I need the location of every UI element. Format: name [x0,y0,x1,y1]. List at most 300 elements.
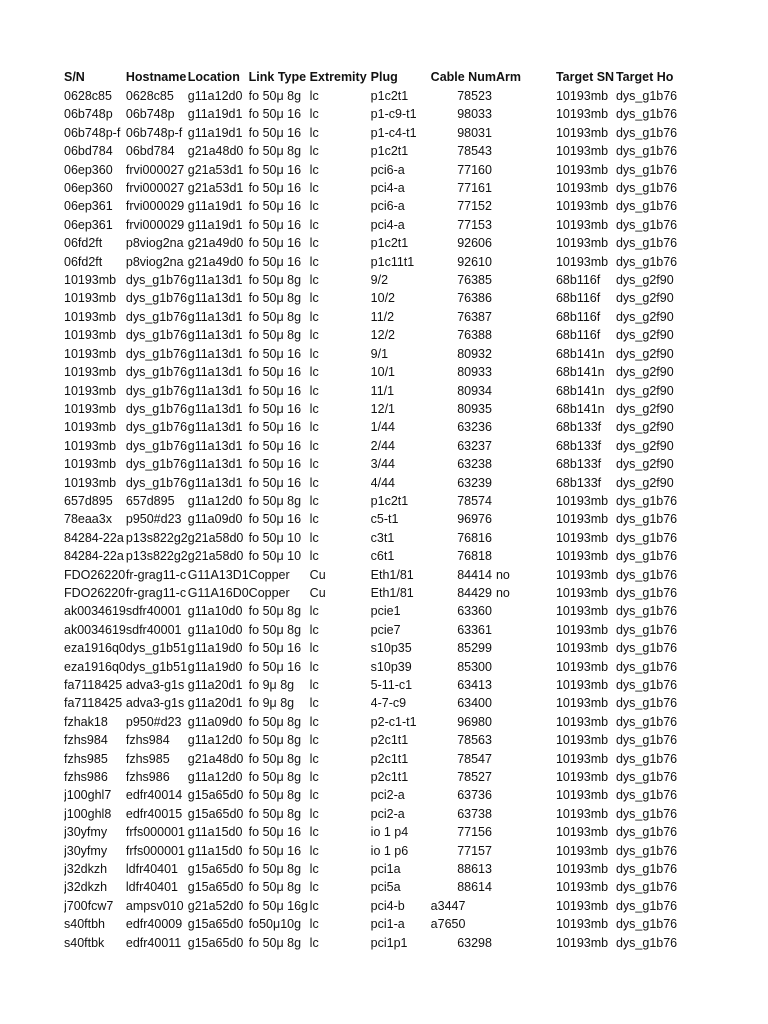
target-host-cell[interactable]: dys_g2f90 [615,475,674,490]
link-type-cell[interactable]: fo 50μ 16 [248,438,302,453]
target-sn-cell[interactable]: 10193mb [555,751,609,766]
location-cell[interactable]: g21a53d1 [187,181,244,196]
cable-num-cell[interactable]: 63239 [457,475,492,490]
arm-cell[interactable] [496,860,556,878]
extremity-cell[interactable]: lc [309,144,319,159]
header-arm[interactable]: Arm [495,70,521,84]
link-type-cell[interactable]: fo 50μ 10 [248,530,302,545]
location-cell[interactable]: g11a19d1 [187,107,243,122]
plug-cell[interactable]: 11/1 [370,383,395,398]
cable-num-cell[interactable]: 84414 [457,567,492,582]
cable-num-cell[interactable]: 78563 [457,733,492,748]
target-host-cell[interactable]: dys_g1b76 [615,751,678,766]
hostname-cell[interactable]: ampsv010 [125,898,184,913]
link-type-cell[interactable]: fo 50μ 8g [248,714,302,729]
link-type-cell[interactable]: Copper [248,585,290,600]
link-type-cell[interactable]: fo 50μ 16 [248,475,302,490]
target-sn-cell[interactable]: 10193mb [555,898,609,913]
arm-cell[interactable] [496,455,556,473]
hostname-cell[interactable]: sdfr40001 [125,604,182,619]
sn-cell[interactable]: 06ep361 [64,199,113,214]
plug-cell[interactable]: 4/44 [370,475,396,490]
link-type-cell[interactable]: fo 50μ 16 [248,365,302,380]
cable-num-cell[interactable]: 77156 [457,825,492,840]
target-host-cell[interactable]: dys_g1b76 [615,880,678,895]
plug-cell[interactable]: pci5a [370,880,401,895]
header-target-sn[interactable]: Target SN [555,70,615,84]
plug-cell[interactable]: 12/1 [370,401,396,416]
location-cell[interactable]: g21a53d1 [187,162,244,177]
hostname-cell[interactable]: dys_g1b76 [125,365,188,380]
cable-num-cell[interactable]: 77160 [457,162,492,177]
link-type-cell[interactable]: fo 50μ 8g [248,751,302,766]
extremity-cell[interactable]: lc [309,401,319,416]
plug-cell[interactable]: pci4-a [370,217,405,232]
cable-num-cell[interactable]: a7650 [430,917,466,932]
target-sn-cell[interactable]: 68b141n [555,383,605,398]
cable-num-cell[interactable]: 92606 [457,236,492,251]
target-sn-cell[interactable]: 10193mb [555,788,609,803]
cable-num-cell[interactable]: 88614 [457,880,492,895]
target-sn-cell[interactable]: 10193mb [555,917,609,932]
sn-cell[interactable]: ak0034619 [64,604,126,619]
plug-cell[interactable]: pci6-a [370,199,405,214]
arm-cell[interactable] [496,547,556,565]
target-sn-cell[interactable]: 68b116f [555,309,601,324]
link-type-cell[interactable]: fo 50μ 16 [248,420,302,435]
extremity-cell[interactable]: lc [309,457,319,472]
location-cell[interactable]: g15a65d0 [187,917,244,932]
extremity-cell[interactable]: lc [309,806,319,821]
extremity-cell[interactable]: lc [309,420,319,435]
link-type-cell[interactable]: fo 50μ 8g [248,291,302,306]
link-type-cell[interactable]: fo 50μ 8g [248,604,302,619]
location-cell[interactable]: g21a48d0 [187,144,244,159]
link-type-cell[interactable]: fo 50μ 8g [248,935,302,950]
hostname-cell[interactable]: frfs000001 [125,843,185,858]
sn-cell[interactable]: 84284-22a [64,549,124,564]
target-sn-cell[interactable]: 10193mb [555,512,609,527]
extremity-cell[interactable]: lc [309,309,319,324]
target-sn-cell[interactable]: 10193mb [555,567,609,582]
plug-cell[interactable]: p1-c4-t1 [370,125,417,140]
plug-cell[interactable]: 4-7-c9 [370,696,407,711]
plug-cell[interactable]: pci4-b [370,898,405,913]
sn-cell[interactable]: eza1916q0 [64,659,126,674]
arm-cell[interactable] [496,234,556,252]
arm-cell[interactable] [496,915,556,933]
location-cell[interactable]: g21a49d0 [187,254,244,269]
extremity-cell[interactable]: lc [309,696,319,711]
target-host-cell[interactable]: dys_g2f90 [615,438,674,453]
extremity-cell[interactable]: lc [309,788,319,803]
arm-cell[interactable] [496,694,556,712]
hostname-cell[interactable]: frvi000029 [125,199,185,214]
arm-cell[interactable] [496,621,556,639]
target-sn-cell[interactable]: 10193mb [555,144,609,159]
location-cell[interactable]: g11a19d0 [187,659,243,674]
target-sn-cell[interactable]: 10193mb [555,493,609,508]
location-cell[interactable]: g11a13d1 [187,273,243,288]
cable-num-cell[interactable]: 63736 [457,788,492,803]
arm-cell[interactable] [496,713,556,731]
target-host-cell[interactable]: dys_g1b76 [615,89,678,103]
cable-num-cell[interactable]: 92610 [457,254,492,269]
extremity-cell[interactable]: lc [309,273,319,288]
location-cell[interactable]: g21a58d0 [187,530,244,545]
target-host-cell[interactable]: dys_g1b76 [615,199,678,214]
sn-cell[interactable]: 10193mb [64,383,117,398]
target-sn-cell[interactable]: 10193mb [555,530,609,545]
target-host-cell[interactable]: dys_g1b76 [615,217,678,232]
cable-num-cell[interactable]: 76388 [457,328,492,343]
link-type-cell[interactable]: fo 50μ 16 [248,825,302,840]
target-sn-cell[interactable]: 10193mb [555,880,609,895]
cable-num-cell[interactable]: 84429 [457,585,492,600]
sn-cell[interactable]: fzhs985 [64,751,108,766]
header-cable-num[interactable]: Cable Num [430,70,496,84]
link-type-cell[interactable]: fo 50μ 8g [248,862,302,877]
arm-cell[interactable] [496,474,556,492]
hostname-cell[interactable]: edfr40009 [125,917,183,932]
target-sn-cell[interactable]: 10193mb [555,604,609,619]
plug-cell[interactable]: io 1 p4 [370,825,409,840]
extremity-cell[interactable]: lc [309,162,319,177]
target-sn-cell[interactable]: 68b133f [555,457,602,472]
extremity-cell[interactable]: lc [309,917,319,932]
cable-num-cell[interactable]: 63360 [457,604,492,619]
target-host-cell[interactable]: dys_g1b76 [615,493,678,508]
sn-cell[interactable]: 10193mb [64,401,117,416]
cable-num-cell[interactable]: 80932 [457,346,492,361]
plug-cell[interactable]: pci4-a [370,181,405,196]
location-cell[interactable]: g21a49d0 [187,236,244,251]
target-host-cell[interactable]: dys_g2f90 [615,328,674,343]
extremity-cell[interactable]: lc [309,383,319,398]
link-type-cell[interactable]: fo 9μ 8g [248,678,295,692]
plug-cell[interactable]: Eth1/81 [370,585,414,600]
target-sn-cell[interactable]: 10193mb [555,770,609,785]
sn-cell[interactable]: fzhs984 [64,733,108,748]
cable-num-cell[interactable]: 63738 [457,806,492,821]
sn-cell[interactable]: j30yfmy [64,843,108,858]
header-link-type[interactable]: Link Type [248,70,307,84]
extremity-cell[interactable]: lc [309,641,319,656]
arm-cell[interactable] [496,823,556,841]
link-type-cell[interactable]: fo 50μ 16 [248,512,302,527]
location-cell[interactable]: g11a19d0 [187,641,243,656]
header-plug[interactable]: Plug [370,70,398,84]
extremity-cell[interactable]: Cu [309,567,326,582]
target-sn-cell[interactable]: 10193mb [555,862,609,877]
sn-cell[interactable]: 10193mb [64,457,117,472]
cable-num-cell[interactable]: 63236 [457,420,492,435]
link-type-cell[interactable]: fo 9μ 8g [248,696,295,711]
target-host-cell[interactable]: dys_g1b76 [615,585,678,600]
plug-cell[interactable]: p2c1t1 [370,751,409,766]
cable-num-cell[interactable]: 63400 [457,696,492,711]
sn-cell[interactable]: 10193mb [64,273,117,288]
extremity-cell[interactable]: lc [309,291,319,306]
arm-cell[interactable] [496,124,556,142]
hostname-cell[interactable]: 0628c85 [125,89,174,103]
extremity-cell[interactable]: lc [309,475,319,490]
cable-num-cell[interactable]: 63237 [457,438,492,453]
target-sn-cell[interactable]: 68b116f [555,273,601,288]
hostname-cell[interactable]: 06b748p [125,107,175,122]
location-cell[interactable]: g15a65d0 [187,935,244,950]
link-type-cell[interactable]: fo 50μ 8g [248,273,302,288]
target-sn-cell[interactable]: 68b133f [555,475,602,490]
location-cell[interactable]: g11a15d0 [187,825,243,840]
location-cell[interactable]: g11a19d1 [187,125,243,140]
header-extremity[interactable]: Extremity [309,70,367,84]
hostname-cell[interactable]: adva3-g1s [125,678,185,692]
link-type-cell[interactable]: fo 50μ 8g [248,880,302,895]
target-host-cell[interactable]: dys_g1b76 [615,622,678,637]
target-host-cell[interactable]: dys_g1b76 [615,917,678,932]
link-type-cell[interactable]: fo 50μ 8g [248,806,302,821]
extremity-cell[interactable]: lc [309,825,319,840]
arm-cell[interactable] [496,658,556,676]
hostname-cell[interactable]: p950#d23 [125,714,182,729]
sn-cell[interactable]: ak0034619 [64,622,126,637]
hostname-cell[interactable]: fzhs986 [125,770,170,785]
cable-num-cell[interactable]: 80934 [457,383,492,398]
target-sn-cell[interactable]: 10193mb [555,825,609,840]
target-sn-cell[interactable]: 68b116f [555,291,601,306]
link-type-cell[interactable]: fo 50μ 16 [248,843,302,858]
sn-cell[interactable]: 78eaa3x [64,512,112,527]
target-sn-cell[interactable]: 68b133f [555,420,602,435]
location-cell[interactable]: g11a15d0 [187,843,243,858]
extremity-cell[interactable]: lc [309,549,319,564]
location-cell[interactable]: g11a13d1 [187,475,243,490]
target-sn-cell[interactable]: 10193mb [555,641,609,656]
cable-num-cell[interactable]: 77153 [457,217,492,232]
hostname-cell[interactable]: adva3-g1s [125,696,185,711]
plug-cell[interactable]: 10/2 [370,291,396,306]
arm-cell[interactable] [496,400,556,418]
cable-num-cell[interactable]: 63298 [457,935,492,950]
hostname-cell[interactable]: dys_g1b76 [125,401,188,416]
extremity-cell[interactable]: lc [309,199,319,214]
arm-cell[interactable] [496,308,556,326]
extremity-cell[interactable]: lc [309,678,319,692]
target-host-cell[interactable]: dys_g1b76 [615,641,678,656]
plug-cell[interactable]: c3t1 [370,530,395,545]
extremity-cell[interactable]: Cu [309,585,326,600]
link-type-cell[interactable]: fo 50μ 16 [248,346,302,361]
hostname-cell[interactable]: frvi000027 [125,162,185,177]
hostname-cell[interactable]: dys_g1b76 [125,438,188,453]
sn-cell[interactable]: j700fcw7 [64,898,114,913]
target-host-cell[interactable]: dys_g1b76 [615,125,678,140]
extremity-cell[interactable]: lc [309,493,319,508]
plug-cell[interactable]: 11/2 [370,309,395,324]
hostname-cell[interactable]: frvi000027 [125,181,185,196]
plug-cell[interactable]: pci2-a [370,806,405,821]
header-location[interactable]: Location [187,70,240,84]
link-type-cell[interactable]: fo 50μ 8g [248,144,302,159]
sn-cell[interactable]: 10193mb [64,420,117,435]
location-cell[interactable]: g21a58d0 [187,549,244,564]
cable-num-cell[interactable]: 76386 [457,291,492,306]
plug-cell[interactable]: pci1-a [370,917,405,932]
cable-num-cell[interactable]: 77161 [457,181,492,196]
sn-cell[interactable]: fa7118425 [64,678,123,692]
sn-cell[interactable]: j100ghl7 [64,788,112,803]
target-host-cell[interactable]: dys_g1b76 [615,678,678,692]
arm-cell[interactable] [496,197,556,215]
sn-cell[interactable]: 10193mb [64,438,117,453]
sn-cell[interactable]: FDO26220 [64,567,126,582]
hostname-cell[interactable]: dys_g1b76 [125,273,188,288]
location-cell[interactable]: G11A13D1 [187,567,249,582]
target-sn-cell[interactable]: 68b141n [555,346,605,361]
extremity-cell[interactable]: lc [309,512,319,527]
target-host-cell[interactable]: dys_g1b76 [615,935,678,950]
location-cell[interactable]: g11a12d0 [187,493,243,508]
plug-cell[interactable]: 12/2 [370,328,396,343]
target-sn-cell[interactable]: 10193mb [555,107,609,122]
hostname-cell[interactable]: p8viog2na [125,236,184,251]
link-type-cell[interactable]: fo 50μ 8g [248,328,302,343]
target-sn-cell[interactable]: 10193mb [555,678,609,692]
cable-num-cell[interactable]: 78527 [457,770,492,785]
extremity-cell[interactable]: lc [309,622,319,637]
hostname-cell[interactable]: 657d895 [125,493,175,508]
target-sn-cell[interactable]: 10193mb [555,714,609,729]
extremity-cell[interactable]: lc [309,438,319,453]
plug-cell[interactable]: pci1p1 [370,935,408,950]
hostname-cell[interactable]: dys_g1b76 [125,383,188,398]
plug-cell[interactable]: c6t1 [370,549,395,564]
sn-cell[interactable]: 10193mb [64,291,117,306]
plug-cell[interactable]: pcie1 [370,604,401,619]
target-sn-cell[interactable]: 10193mb [555,733,609,748]
location-cell[interactable]: g11a09d0 [187,714,243,729]
extremity-cell[interactable]: lc [309,254,319,269]
location-cell[interactable]: g11a10d0 [187,604,243,619]
target-host-cell[interactable]: dys_g1b76 [615,236,678,251]
location-cell[interactable]: g11a12d0 [187,770,243,785]
target-sn-cell[interactable]: 10193mb [555,843,609,858]
link-type-cell[interactable]: fo 50μ 16 [248,236,302,251]
target-host-cell[interactable]: dys_g1b76 [615,862,678,877]
link-type-cell[interactable]: fo 50μ 16 [248,107,302,122]
sn-cell[interactable]: eza1916q0 [64,641,126,656]
cable-num-cell[interactable]: 63413 [457,678,492,692]
location-cell[interactable]: g11a13d1 [187,365,243,380]
cable-num-cell[interactable]: a3447 [430,898,466,913]
plug-cell[interactable]: c5-t1 [370,512,399,527]
arm-cell[interactable] [496,842,556,860]
sn-cell[interactable]: 06fd2ft [64,236,103,251]
link-type-cell[interactable]: fo 50μ 16 [248,181,302,196]
extremity-cell[interactable]: lc [309,365,319,380]
target-host-cell[interactable]: dys_g1b76 [615,107,678,122]
extremity-cell[interactable]: lc [309,125,319,140]
link-type-cell[interactable]: fo 50μ 16 [248,162,302,177]
hostname-cell[interactable]: fzhs985 [125,751,170,766]
cable-num-cell[interactable]: 76387 [457,309,492,324]
arm-cell[interactable] [496,768,556,786]
extremity-cell[interactable]: lc [309,659,319,674]
hostname-cell[interactable]: dys_g1b76 [125,475,188,490]
target-host-cell[interactable]: dys_g1b76 [615,530,678,545]
target-host-cell[interactable]: dys_g2f90 [615,309,674,324]
cable-num-cell[interactable]: 76816 [457,530,492,545]
link-type-cell[interactable]: fo 50μ 8g [248,733,302,748]
link-type-cell[interactable]: fo 50μ 8g [248,788,302,803]
location-cell[interactable]: g15a65d0 [187,880,244,895]
sn-cell[interactable]: FDO26220 [64,585,126,600]
arm-cell[interactable] [496,161,556,179]
plug-cell[interactable]: p1c11t1 [370,254,415,269]
link-type-cell[interactable]: fo 50μ 8g [248,493,302,508]
location-cell[interactable]: g11a13d1 [187,420,243,435]
cable-num-cell[interactable]: 96976 [457,512,492,527]
sn-cell[interactable]: 10193mb [64,475,117,490]
target-host-cell[interactable]: dys_g1b76 [615,144,678,159]
extremity-cell[interactable]: lc [309,217,319,232]
link-type-cell[interactable]: fo 50μ 8g [248,309,302,324]
sn-cell[interactable]: 10193mb [64,365,117,380]
extremity-cell[interactable]: lc [309,733,319,748]
plug-cell[interactable]: pci2-a [370,788,405,803]
hostname-cell[interactable]: edfr40011 [125,935,182,950]
sn-cell[interactable]: j32dkzh [64,880,108,895]
location-cell[interactable]: g11a09d0 [187,512,243,527]
plug-cell[interactable]: 9/1 [370,346,389,361]
hostname-cell[interactable]: edfr40015 [125,806,183,821]
target-sn-cell[interactable]: 68b133f [555,438,602,453]
sn-cell[interactable]: fa7118425 [64,696,123,711]
cable-num-cell[interactable]: 78543 [457,144,492,159]
arm-cell[interactable] [496,805,556,823]
location-cell[interactable]: G11A16D0 [187,585,249,600]
arm-cell[interactable] [496,492,556,510]
target-sn-cell[interactable]: 10193mb [555,935,609,950]
target-sn-cell[interactable]: 10193mb [555,696,609,711]
target-host-cell[interactable]: dys_g1b76 [615,843,678,858]
location-cell[interactable]: g11a12d0 [187,733,243,748]
extremity-cell[interactable]: lc [309,880,319,895]
hostname-cell[interactable]: fr-grag11-c [125,585,187,600]
arm-cell[interactable]: no [495,567,510,582]
plug-cell[interactable]: 2/44 [370,438,396,453]
extremity-cell[interactable]: lc [309,530,319,545]
target-host-cell[interactable]: dys_g1b76 [615,604,678,619]
extremity-cell[interactable]: lc [309,714,319,729]
hostname-cell[interactable]: ldfr40401 [125,880,178,895]
target-sn-cell[interactable]: 10193mb [555,622,609,637]
arm-cell[interactable] [496,363,556,381]
cable-num-cell[interactable]: 63238 [457,457,492,472]
target-host-cell[interactable]: dys_g1b76 [615,806,678,821]
cable-num-cell[interactable]: 98031 [457,125,492,140]
hostname-cell[interactable]: 06bd784 [125,144,175,159]
arm-cell[interactable] [496,253,556,271]
plug-cell[interactable]: s10p39 [370,659,412,674]
extremity-cell[interactable]: lc [309,770,319,785]
hostname-cell[interactable]: p950#d23 [125,512,182,527]
hostname-cell[interactable]: dys_g1b76 [125,309,188,324]
plug-cell[interactable]: p1c2t1 [370,89,409,103]
target-sn-cell[interactable]: 10193mb [555,659,609,674]
arm-cell[interactable] [496,271,556,289]
